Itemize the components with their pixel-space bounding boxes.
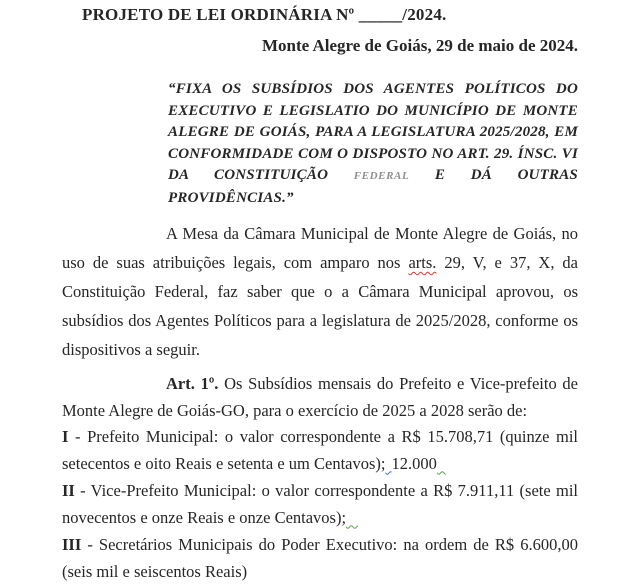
grammar-squiggle-green [437, 458, 446, 472]
article-1-text: Os Subsídios mensais do Prefeito e Vice-prefeito de Monte Alegre de Goiás-GO, para o exercício de 2025 a 2028 serão de: [62, 374, 578, 420]
preamble-paragraph[interactable] [62, 219, 578, 364]
preamble-text-end: 29, V, e 37, X, da Constituição Federal, faz saber que o a Câmara Municipal aprovou, os subsídios dos Agentes Políticos para a legislatura de 2025/2028, conforme os dispositivos a seguir. [62, 253, 579, 359]
document-title[interactable]: PROJETO DE LEI ORDINÁRIA Nº _____/2024. [82, 5, 447, 24]
epigraph-text-end: E DÁ OUTRAS PROVIDÊNCIAS.” [168, 167, 578, 206]
article-1-label: Art. 1º. [166, 374, 219, 393]
item-II-numeral: II [62, 481, 75, 500]
epigraph-small-caps-word: FEDERAL [353, 170, 410, 182]
document-dateline[interactable]: Monte Alegre de Goiás, 29 de maio de 2024. [261, 36, 578, 55]
preamble-text: A Mesa da Câmara Municipal de Monte Alegre de Goiás, no uso de suas atribuições legais, com amparo nos [62, 224, 578, 272]
item-I-numeral: I [62, 427, 69, 446]
item-I-paragraph[interactable] [62, 424, 578, 478]
item-II-text: - Vice-Prefeito Municipal: o valor correspondente a R$ 7.911,11 (sete mil novecentos e onze Reais e onze Centavos); [62, 481, 578, 527]
item-III-text: - Secretários Municipais do Poder Executivo: na ordem de R$ 6.600,00 [81, 535, 578, 554]
item-I-text: - Prefeito Municipal: o valor correspondente a R$ 15.708,71 (quinze mil setecentos e oito Reais e setenta e um Centavos); [62, 427, 578, 473]
item-III-clipped-continuation: (seis mil e seiscentos Reais) [62, 561, 248, 581]
spellcheck-flagged-word: arts. [408, 253, 437, 272]
item-II-paragraph[interactable] [62, 478, 578, 532]
grammar-squiggle-green [346, 512, 358, 526]
epigraph-block[interactable] [168, 79, 578, 209]
item-I-trailing-note: 12.000 [391, 453, 437, 473]
article-1-paragraph[interactable] [62, 370, 578, 424]
item-III-numeral: III [62, 535, 82, 554]
epigraph-text: “FIXA OS SUBSÍDIOS DOS AGENTES POLÍTICOS DO EXECUTIVO E LEGISLATIO DO MUNICÍPIO DE MONTE ALEGRE DE GOIÁS, PARA A LEGISLATURA 2025/2028, EM CONFORMIDADE COM O DISPOSTO NO ART. 29. ÍNSC. VI DA CONSTITUIÇÃO [168, 81, 578, 183]
item-III-paragraph[interactable] [62, 532, 578, 585]
